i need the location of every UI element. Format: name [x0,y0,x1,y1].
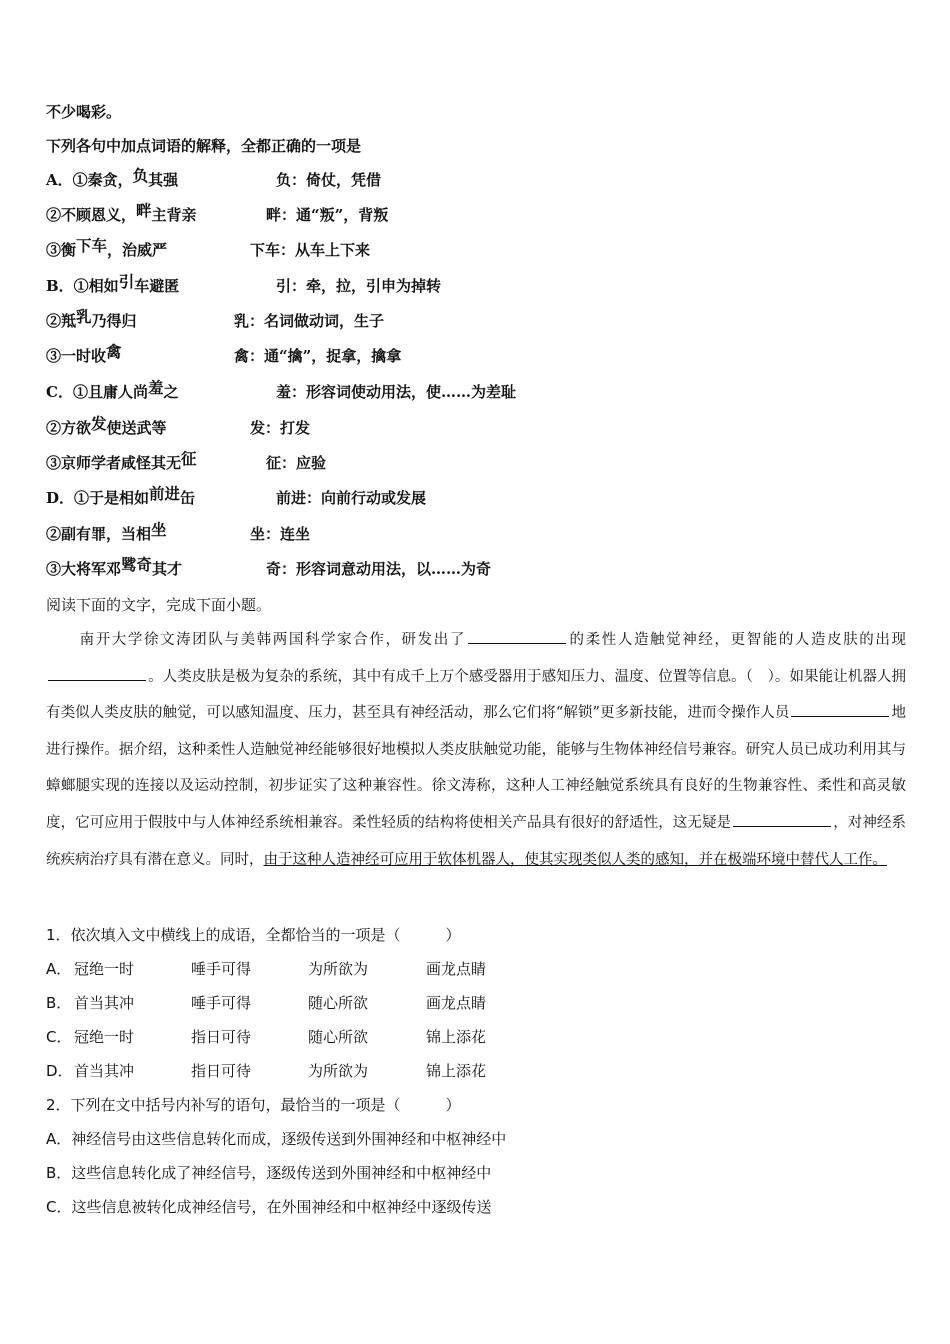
dotted-word: 骘奇 [121,555,153,574]
dotted-word: 羞 [147,378,164,397]
dotted-word: 下车 [76,236,108,255]
option-line: B．①相如引车避匿 引：牵，拉，引申为掉转 [46,272,442,295]
dotted-word: 前进 [149,484,181,503]
q2-stem: 2．下列在文中括号内补写的语句，最恰当的一项是（ ） [46,1096,461,1114]
q2-option: A．神经信号由这些信息转化而成，逐级传送到外围神经和中枢神经中 [46,1130,507,1148]
option-line: ③一时收禽 禽：通“擒”，捉拿，擒拿 [46,342,402,365]
dotted-word: 引 [118,272,135,291]
question-prompt: 下列各句中加点词语的解释，全都正确的一项是 [46,137,362,155]
explanation: 征：应验 [266,454,327,472]
q1-option: B． 首当其冲 唾手可得 随心所欲 画龙点睛 [46,994,487,1012]
blank-1 [468,629,566,644]
dotted-word: 发 [91,414,107,433]
explanation: 禽：通“擒”，捉拿，擒拿 [234,347,402,365]
dotted-word: 坐 [151,520,167,539]
option-line: ③大将军邓骘奇其才 奇：形容词意动用法，以……为奇 [46,555,492,578]
explanation: 坐：连坐 [250,525,311,543]
q1-option: D． 首当其冲 指日可待 为所欲为 锦上添花 [46,1062,487,1080]
dotted-word: 征 [181,449,197,468]
explanation: 羞：形容词使动用法，使……为差耻 [276,383,517,401]
explanation: 奇：形容词意动用法，以……为奇 [266,560,492,578]
q2-option: C．这些信息被转化成神经信号，在外围神经和中枢神经中逐级传送 [46,1198,492,1216]
explanation: 引：牵，拉，引申为掉转 [276,277,442,295]
dotted-word: 乳 [76,307,92,326]
explanation: 负：倚仗，凭借 [276,171,382,189]
dotted-word: 禽 [106,342,122,361]
option-line: ②副有罪，当相坐 坐：连坐 [46,520,311,543]
previous-passage-tail: 不少喝彩。 [46,103,122,121]
explanation: 乳：名词做动词，生子 [234,312,385,330]
blank-2 [48,666,146,681]
explanation: 前进：向前行动或发展 [276,489,427,507]
reading-passage: 南开大学徐文涛团队与美韩两国科学家合作，研发出了 的柔性人造触觉神经，更智能的人造皮肤的出现。人类皮肤是极为复杂的系统，其中有成千上万个感受器用于感知压力、温度、位置等信息。（ ）。如果能让机器人拥有类似人类皮肤的触觉，可以感知温度、压力，甚至具有神经活动，那么它们将“解锁”更多新技能，进而令操作人员 地进行操作。据介绍，这种柔性人造触觉神经能够很好地模拟人类皮肤触觉功能，能够与生物体神经信号兼容。研究人员已成功利用其与蟑螂腿实现的连接以及运动控制，初步证实了这种兼容性。徐文涛称，这种人工神经触觉系统具有良好的生物兼容性、柔性和高灵敏度，它可应用于假肢中与人体神经系统相兼容。柔性轻质的结构将使相关产品具有很好的舒适性，这无疑是 ，对神经系统疾病治疗具有潜在意义。同时，由于这种人造神经可应用于软体机器人，使其实现类似人类的感知，并在极端环境中替代人工作。 [46,622,906,878]
option-line: ②方欲发使送武等 发：打发 [46,414,311,437]
option-line: A．①秦贪，负其强 负：倚仗，凭借 [46,166,382,189]
dotted-word: 负 [132,166,149,185]
explanation: 下车：从车上下来 [250,241,371,259]
option-line: ③衡下车，治威严 下车：从车上下来 [46,236,371,259]
blank-3 [791,702,889,717]
dotted-word: 畔 [136,201,152,220]
reading-intro: 阅读下面的文字，完成下面小题。 [46,596,272,614]
blank-4 [733,812,831,827]
q1-stem: 1．依次填入文中横线上的成语，全都恰当的一项是（ ） [46,926,461,944]
q1-option: A． 冠绝一时 唾手可得 为所欲为 画龙点睛 [46,960,487,978]
explanation: 畔：通“叛”，背叛 [266,206,389,224]
option-line: ②羝乳乃得归 乳：名词做动词，生子 [46,307,385,330]
option-line: ③京师学者咸怪其无征 征：应验 [46,449,327,472]
option-line: ②不顾恩义，畔主背亲 畔：通“叛”，背叛 [46,201,389,224]
option-line: D．①于是相如前进缶 前进：向前行动或发展 [46,484,427,507]
underlined-sentence: 由于这种人造神经可应用于软体机器人，使其实现类似人类的感知，并在极端环境中替代人工作。 [263,851,887,868]
option-line: C．①且庸人尚羞之 羞：形容词使动用法，使……为差耻 [46,378,517,401]
q2-option: B．这些信息转化成了神经信号，逐级传送到外围神经和中枢神经中 [46,1164,492,1182]
explanation: 发：打发 [250,419,311,437]
q1-option: C． 冠绝一时 指日可待 随心所欲 锦上添花 [46,1028,487,1046]
